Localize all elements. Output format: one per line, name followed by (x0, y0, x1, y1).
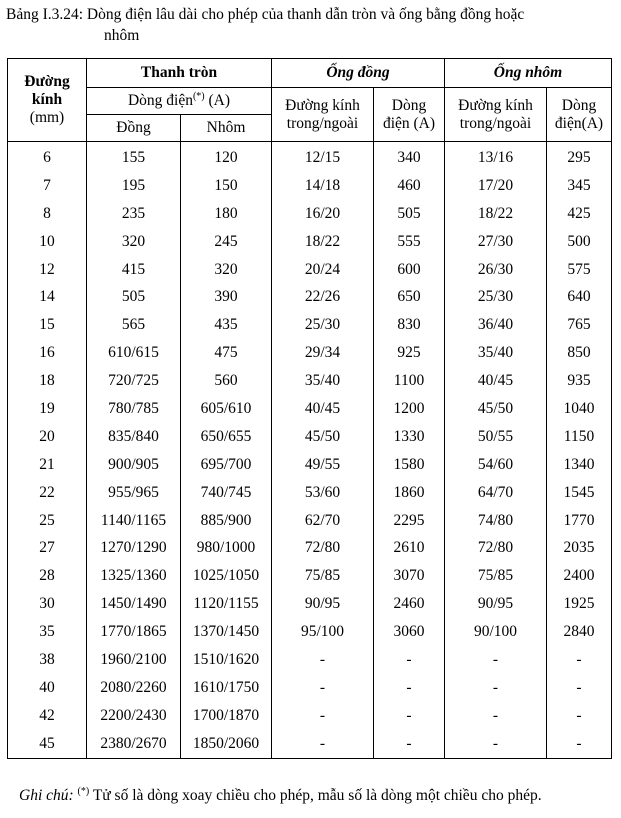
table-cell: 75/85 (445, 562, 547, 590)
table-cell: 1700/1870 (181, 702, 272, 730)
table-cell: 95/100 (272, 618, 374, 646)
table-cell: 740/745 (181, 479, 272, 507)
table-cell: 640 (547, 283, 612, 311)
caption-line-1: Bảng I.3.24: Dòng điện lâu dài cho phép của thanh dẫn tròn và ống bằng đồng hoặc (6, 6, 525, 23)
table-cell: 62/70 (272, 507, 374, 535)
table-cell: 235 (87, 200, 181, 228)
table-cell: 35/40 (272, 367, 374, 395)
table-cell: 18 (8, 367, 87, 395)
table-cell: 30 (8, 590, 87, 618)
table-cell: 40/45 (445, 367, 547, 395)
table-cell: 2380/2670 (87, 730, 181, 758)
table-cell: 20 (8, 423, 87, 451)
table-cell: 120 (181, 142, 272, 172)
table-cell: 605/610 (181, 395, 272, 423)
table-cell: - (272, 702, 374, 730)
table-row (8, 339, 612, 367)
table-cell: 505 (374, 200, 445, 228)
footnote-marker: (*) (192, 90, 205, 102)
table-row (8, 674, 612, 702)
table-row (8, 646, 612, 674)
table-cell: 17/20 (445, 172, 547, 200)
table-cell: 2200/2430 (87, 702, 181, 730)
table-cell: 1370/1450 (181, 618, 272, 646)
table-cell: 1325/1360 (87, 562, 181, 590)
table-cell: 500 (547, 228, 612, 256)
table-cell: 340 (374, 142, 445, 172)
table-cell: - (272, 646, 374, 674)
table-cell: - (547, 702, 612, 730)
table-cell: 295 (547, 142, 612, 172)
table-cell: 1545 (547, 479, 612, 507)
table-cell: 575 (547, 256, 612, 284)
table-row (8, 618, 612, 646)
table-cell: 180 (181, 200, 272, 228)
table-cell: 1040 (547, 395, 612, 423)
table-cell: 2295 (374, 507, 445, 535)
table-cell: 1025/1050 (181, 562, 272, 590)
table-row (8, 142, 612, 172)
table-cell: 40/45 (272, 395, 374, 423)
col-header-diameter: Đường kính (mm) (8, 59, 87, 142)
table-cell: 1860 (374, 479, 445, 507)
table-cell: 25/30 (445, 283, 547, 311)
table-cell: 475 (181, 339, 272, 367)
table-cell: 2080/2260 (87, 674, 181, 702)
table-cell: 505 (87, 283, 181, 311)
table-cell: 980/1000 (181, 534, 272, 562)
table-cell: 12/15 (272, 142, 374, 172)
table-cell: 14/18 (272, 172, 374, 200)
table-cell: 90/100 (445, 618, 547, 646)
table-row (8, 702, 612, 730)
table-cell: 900/905 (87, 451, 181, 479)
table-cell: 50/55 (445, 423, 547, 451)
table-cell: 1770 (547, 507, 612, 535)
table-cell: - (272, 730, 374, 758)
table-cell: 75/85 (272, 562, 374, 590)
col-header-round-bar: Thanh tròn (87, 59, 272, 88)
table-cell: 155 (87, 142, 181, 172)
table-cell: 27 (8, 534, 87, 562)
table-cell: 765 (547, 311, 612, 339)
table-cell: 650/655 (181, 423, 272, 451)
table-cell: 1850/2060 (181, 730, 272, 758)
table-cell: - (445, 646, 547, 674)
table-cell: - (272, 674, 374, 702)
table-cell: 16 (8, 339, 87, 367)
table-cell: 1580 (374, 451, 445, 479)
table-row (8, 507, 612, 535)
table-cell: - (374, 674, 445, 702)
table-cell: 1150 (547, 423, 612, 451)
table-cell: 45 (8, 730, 87, 758)
table-cell: 45/50 (272, 423, 374, 451)
table-cell: 20/24 (272, 256, 374, 284)
table-cell: 245 (181, 228, 272, 256)
table-cell: 1200 (374, 395, 445, 423)
table-cell: 885/900 (181, 507, 272, 535)
table-cell: 195 (87, 172, 181, 200)
table-cell: 8 (8, 200, 87, 228)
table-cell: 25 (8, 507, 87, 535)
table-cell: 26/30 (445, 256, 547, 284)
table-cell: 2840 (547, 618, 612, 646)
table-cell: 1330 (374, 423, 445, 451)
table-cell: - (374, 730, 445, 758)
table-cell: 64/70 (445, 479, 547, 507)
table-cell: 320 (87, 228, 181, 256)
table-cell: - (445, 730, 547, 758)
col-header-copper: Đồng (87, 115, 181, 142)
table-cell: 22/26 (272, 283, 374, 311)
table-row (8, 590, 612, 618)
table-cell: 925 (374, 339, 445, 367)
table-row (8, 479, 612, 507)
table-cell: 42 (8, 702, 87, 730)
table-cell: 720/725 (87, 367, 181, 395)
table-cell: 830 (374, 311, 445, 339)
table-cell: 565 (87, 311, 181, 339)
current-capacity-table (7, 58, 612, 759)
table-row (8, 451, 612, 479)
table-cell: - (374, 702, 445, 730)
col-header-copper-tube-diameter: Đường kính trong/ngoài (272, 88, 374, 142)
table-cell: 1120/1155 (181, 590, 272, 618)
table-cell: 1925 (547, 590, 612, 618)
table-body (8, 142, 612, 759)
table-row (8, 311, 612, 339)
table-cell: 1340 (547, 451, 612, 479)
table-cell: 90/95 (272, 590, 374, 618)
table-row (8, 423, 612, 451)
table-cell: 74/80 (445, 507, 547, 535)
table-cell: 28 (8, 562, 87, 590)
col-header-copper-tube-current: Dòng điện (A) (374, 88, 445, 142)
footnote-label: Ghi chú: (19, 787, 74, 804)
table-cell: 29/34 (272, 339, 374, 367)
table-cell: 3070 (374, 562, 445, 590)
table-cell: 1510/1620 (181, 646, 272, 674)
table-cell: 27/30 (445, 228, 547, 256)
table-cell: 14 (8, 283, 87, 311)
table-cell: 345 (547, 172, 612, 200)
table-cell: 12 (8, 256, 87, 284)
table-cell: 54/60 (445, 451, 547, 479)
table-row (8, 562, 612, 590)
table-cell: 18/22 (272, 228, 374, 256)
table-cell: 15 (8, 311, 87, 339)
table-cell: 13/16 (445, 142, 547, 172)
table-cell: 560 (181, 367, 272, 395)
table-cell: 19 (8, 395, 87, 423)
table-cell: 6 (8, 142, 87, 172)
table-row (8, 200, 612, 228)
table-cell: 435 (181, 311, 272, 339)
table-cell: - (445, 674, 547, 702)
table-row (8, 228, 612, 256)
table-cell: 2610 (374, 534, 445, 562)
footnote-marker: (*) (77, 785, 90, 797)
table-row (8, 172, 612, 200)
table-cell: 835/840 (87, 423, 181, 451)
table-cell: 49/55 (272, 451, 374, 479)
table-cell: 1100 (374, 367, 445, 395)
table-cell: 7 (8, 172, 87, 200)
table-cell: 36/40 (445, 311, 547, 339)
table-cell: 150 (181, 172, 272, 200)
table-cell: 2035 (547, 534, 612, 562)
table-cell: 1610/1750 (181, 674, 272, 702)
table-row (8, 395, 612, 423)
table-row (8, 534, 612, 562)
table-cell: 10 (8, 228, 87, 256)
footnote (19, 786, 619, 806)
table-cell: 1270/1290 (87, 534, 181, 562)
table-cell: 955/965 (87, 479, 181, 507)
table-cell: 16/20 (272, 200, 374, 228)
table-cell: 600 (374, 256, 445, 284)
table-row (8, 256, 612, 284)
table-cell: 1450/1490 (87, 590, 181, 618)
table-cell: 2400 (547, 562, 612, 590)
table-cell: - (547, 730, 612, 758)
table-cell: 1960/2100 (87, 646, 181, 674)
table-cell: - (445, 702, 547, 730)
table-cell: 850 (547, 339, 612, 367)
table-row (8, 283, 612, 311)
table-cell: 18/22 (445, 200, 547, 228)
table-cell: 780/785 (87, 395, 181, 423)
table-cell: 53/60 (272, 479, 374, 507)
table-cell: 3060 (374, 618, 445, 646)
table-cell: 38 (8, 646, 87, 674)
footnote-text: Tử số là dòng xoay chiều cho phép, mẫu số là dòng một chiều cho phép. (89, 787, 542, 804)
table-cell: 320 (181, 256, 272, 284)
caption-line-2: nhôm (104, 27, 140, 44)
table-cell: 22 (8, 479, 87, 507)
col-header-current: Dòng điện(*) (A) (87, 88, 272, 115)
table-cell: - (547, 674, 612, 702)
col-header-aluminum-tube: Ống nhôm (445, 59, 612, 88)
table-caption (6, 4, 616, 46)
table-cell: 1770/1865 (87, 618, 181, 646)
table-cell: 695/700 (181, 451, 272, 479)
col-header-aluminum-tube-current: Dòng điện(A) (547, 88, 612, 142)
table-cell: 72/80 (272, 534, 374, 562)
table-row (8, 730, 612, 758)
table-cell: 610/615 (87, 339, 181, 367)
table-cell: 935 (547, 367, 612, 395)
table-cell: 40 (8, 674, 87, 702)
table-cell: 2460 (374, 590, 445, 618)
table-cell: 90/95 (445, 590, 547, 618)
table-row (8, 367, 612, 395)
table-cell: 425 (547, 200, 612, 228)
table-cell: - (547, 646, 612, 674)
col-header-copper-tube: Ống đồng (272, 59, 445, 88)
table-cell: 72/80 (445, 534, 547, 562)
table-cell: 650 (374, 283, 445, 311)
col-header-aluminum: Nhôm (181, 115, 272, 142)
table-cell: 21 (8, 451, 87, 479)
table-cell: - (374, 646, 445, 674)
table-cell: 555 (374, 228, 445, 256)
table-cell: 45/50 (445, 395, 547, 423)
table-cell: 1140/1165 (87, 507, 181, 535)
table-cell: 460 (374, 172, 445, 200)
table-cell: 35 (8, 618, 87, 646)
table-cell: 390 (181, 283, 272, 311)
col-header-aluminum-tube-diameter: Đường kính trong/ngoài (445, 88, 547, 142)
table-cell: 35/40 (445, 339, 547, 367)
table-cell: 415 (87, 256, 181, 284)
table-cell: 25/30 (272, 311, 374, 339)
